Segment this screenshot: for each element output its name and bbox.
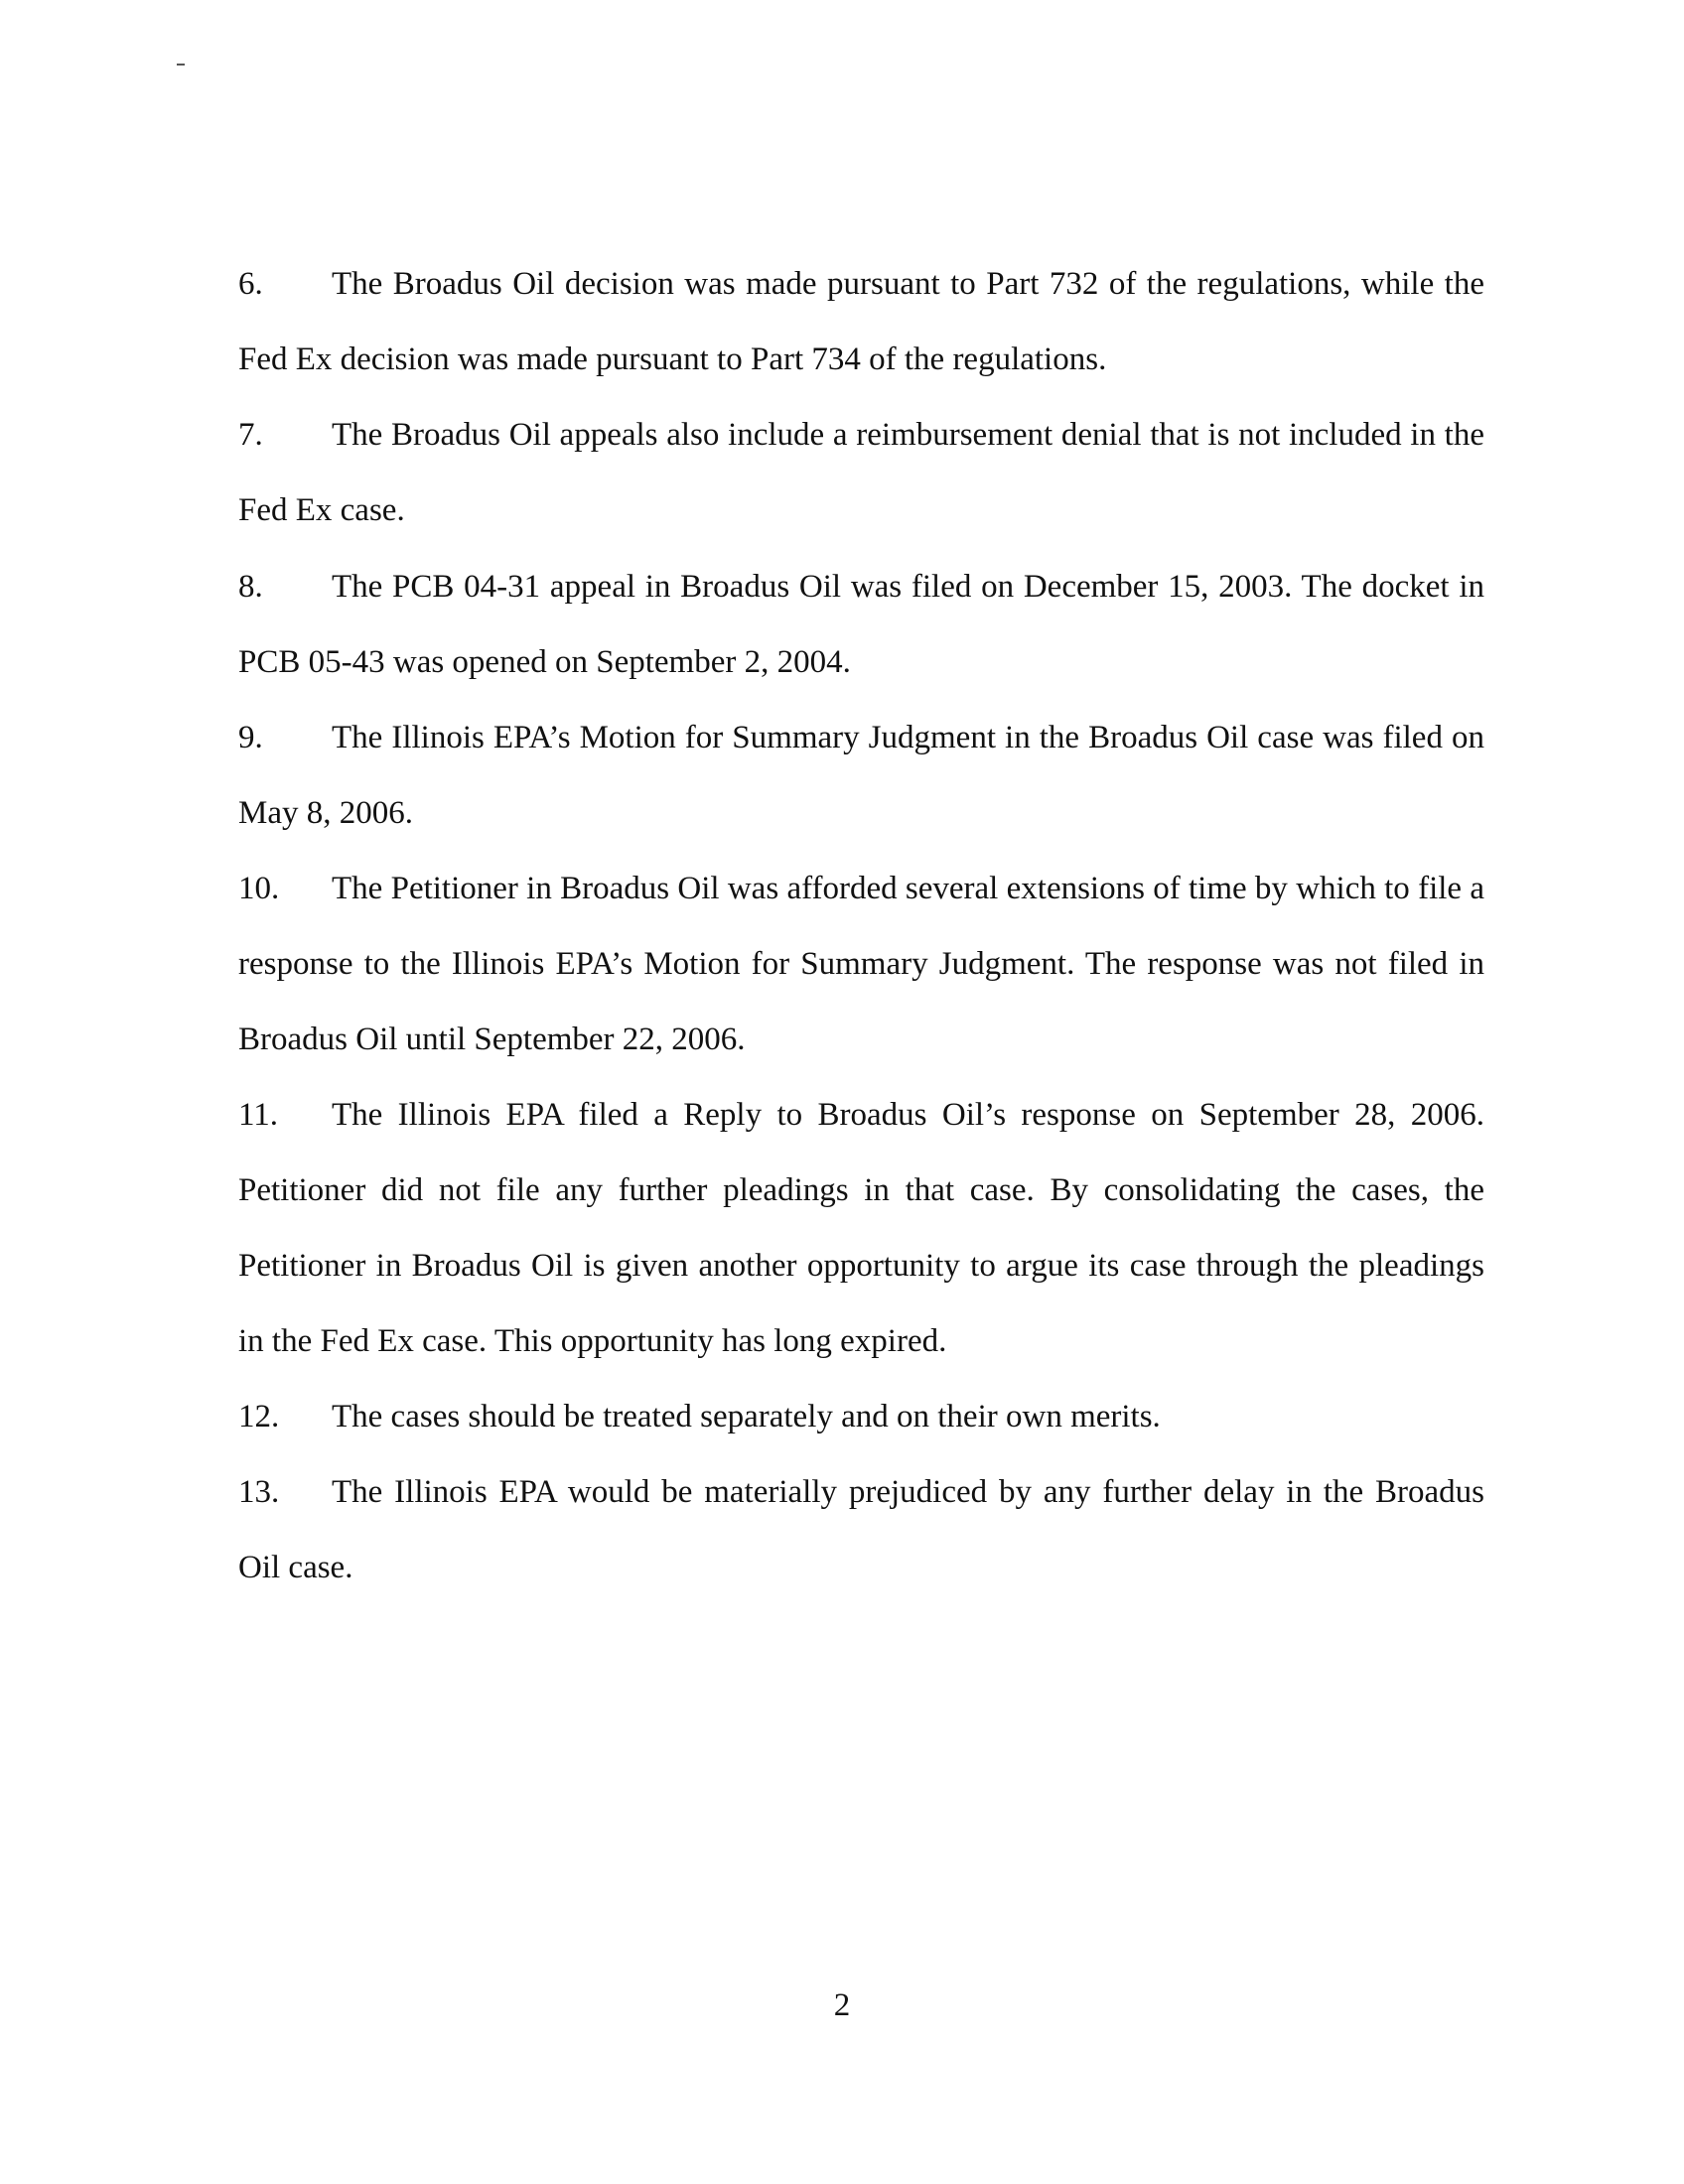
paragraph-text: The PCB 04-31 appeal in Broadus Oil was filed on December 15, 2003. The docket in PCB 05-43 was opened on September 2, 2004. (238, 569, 1484, 680)
paragraph-text: The Petitioner in Broadus Oil was afforded several extensions of time by which to file a response to the Illinois EPA’s Motion for Summary Judgment. The response was not filed in Broadus Oil until September 22, 2006. (238, 871, 1484, 1057)
paragraph-10 (238, 851, 1484, 1077)
paragraph-number: 11. (238, 1097, 279, 1133)
paragraph-8 (238, 549, 1484, 700)
paragraph-text: The Broadus Oil appeals also include a reimbursement denial that is not included in the Fed Ex case. (238, 417, 1484, 528)
paragraph-number: 10. (238, 871, 280, 906)
paragraph-number: 13. (238, 1474, 280, 1510)
paragraph-text: The Illinois EPA filed a Reply to Broadus Oil’s response on September 28, 2006. Petitioner did not file any further pleadings in that case. By consolidating the cases, the Petitioner in Broadus Oil is given another opportunity to argue its case through the pleadings in the Fed Ex case. This opportunity has long expired. (238, 1097, 1484, 1359)
paragraph-12 (238, 1379, 1484, 1454)
paragraph-text: The Illinois EPA would be materially prejudiced by any further delay in the Broadus Oil case. (238, 1474, 1484, 1585)
paragraph-6 (238, 246, 1484, 397)
paragraph-number: 6. (238, 266, 263, 302)
paragraph-9 (238, 700, 1484, 851)
paragraph-number: 9. (238, 720, 263, 755)
paragraph-number: 12. (238, 1399, 280, 1434)
paragraph-number: 8. (238, 569, 263, 605)
scan-artifact (177, 64, 185, 66)
paragraph-text: The Illinois EPA’s Motion for Summary Judgment in the Broadus Oil case was filed on May 8, 2006. (238, 720, 1484, 831)
paragraph-7 (238, 397, 1484, 548)
paragraph-number: 7. (238, 417, 263, 453)
paragraph-text: The Broadus Oil decision was made pursuant to Part 732 of the regulations, while the Fed Ex decision was made pursuant to Part 734 of the regulations. (238, 266, 1484, 377)
paragraph-11 (238, 1077, 1484, 1379)
paragraph-text: The cases should be treated separately and on their own merits. (332, 1399, 1161, 1434)
paragraph-13 (238, 1454, 1484, 1605)
page-number: 2 (833, 1987, 851, 2023)
